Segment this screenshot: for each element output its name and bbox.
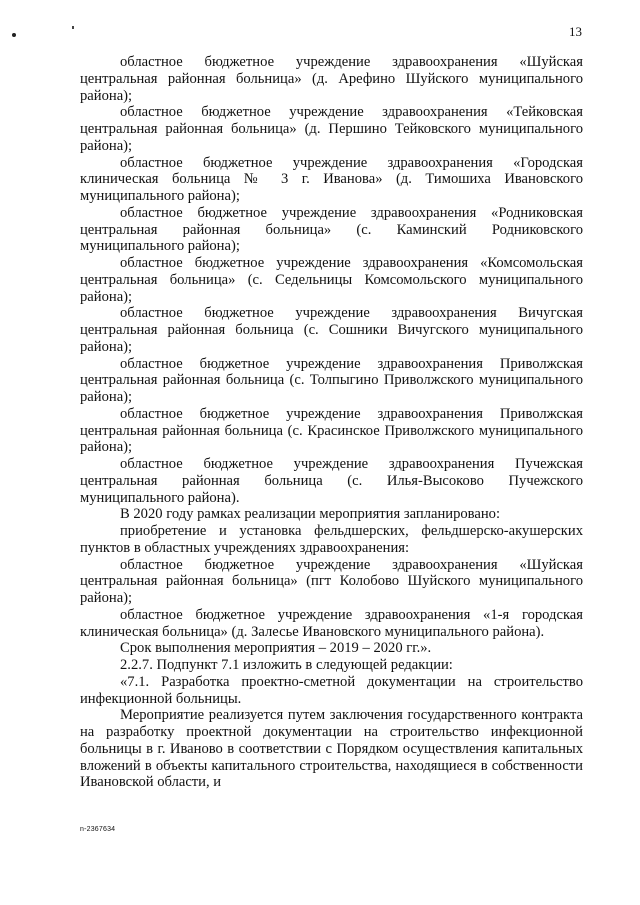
document-body [80, 54, 583, 791]
paragraph-item-7-1: «7.1. Разработка проектно-сметной документации на строительство инфекционной больницы. [80, 673, 583, 707]
paragraph-deadline: Срок выполнения мероприятия – 2019 – 2020 гг.». [120, 640, 432, 657]
paragraph-puchezh-ilya-vysokovo: областное бюджетное учреждение здравоохранения Пучежская центральная районная больница (с. Илья-Высоково Пучежского муниципального района). [80, 456, 583, 506]
paragraph-rodniki-kaminsky: областное бюджетное учреждение здравоохранения «Родниковская центральная районная больница» (с. Каминский Родниковского муниципального района); [80, 204, 583, 255]
paragraph-privolzhsk-krasinskoe: областное бюджетное учреждение здравоохранения Приволжская центральная районная больница (с. Красинское Приволжского муниципального района); [80, 405, 583, 456]
paragraph-plan-2020: В 2020 году рамках реализации мероприятия запланировано: [120, 506, 501, 523]
paragraph-shuya-arefino: областное бюджетное учреждение здравоохранения «Шуйская центральная районная больница» (д. Арефино Шуйского муниципального района); [80, 54, 583, 104]
paragraph-komsomolsk-sedelnitsy: областное бюджетное учреждение здравоохранения «Комсомольская центральная больница» (с. Седельницы Комсомольского муниципального района); [80, 255, 583, 305]
paragraph-subclause-2-2-7: 2.2.7. Подпункт 7.1 изложить в следующей редакции: [120, 657, 453, 673]
document-code: n-2367634 [80, 826, 116, 833]
paragraph-gkb3-timoshikha: областное бюджетное учреждение здравоохранения «Городская клиническая больница № 3 г. Иванова» (д. Тимошиха Ивановского муниципального района); [80, 154, 583, 204]
paragraph-privolzhsk-tolpygino: областное бюджетное учреждение здравоохранения Приволжская центральная районная больница (с. Толпыгино Приволжского муниципального района); [80, 355, 583, 405]
paragraph-implementation: Мероприятие реализуется путем заключения государственного контракта на разработку проектной документации на строительство инфекционной больницы в г. Иваново в соответствии с Порядком осуществления капитальных вложений в объекты капитального строительства, находящиеся в собственности Ивановской области, и [80, 707, 583, 791]
scan-mark [72, 26, 74, 29]
paragraph-shuya-kolobovo: областное бюджетное учреждение здравоохранения «Шуйская центральная районная больница» (пгт Колобово Шуйского муниципального района); [80, 556, 583, 606]
paragraph-fap-purchase: приобретение и установка фельдшерских, фельдшерско-акушерских пунктов в областных учреждениях здравоохранения: [80, 523, 583, 556]
paragraph-vichuga-soshniki: областное бюджетное учреждение здравоохранения Вичугская центральная районная больница (с. Сошники Вичугского муниципального района); [80, 305, 583, 355]
paragraph-teykovo-pershino: областное бюджетное учреждение здравоохранения «Тейковская центральная районная больница» (д. Першино Тейковского муниципального района); [80, 104, 583, 154]
page-number: 13 [569, 24, 582, 39]
scan-speck [12, 33, 16, 37]
paragraph-gkb1-zalesye: областное бюджетное учреждение здравоохранения «1-я городская клиническая больница» (д. Залесье Ивановского муниципального района). [80, 606, 583, 640]
